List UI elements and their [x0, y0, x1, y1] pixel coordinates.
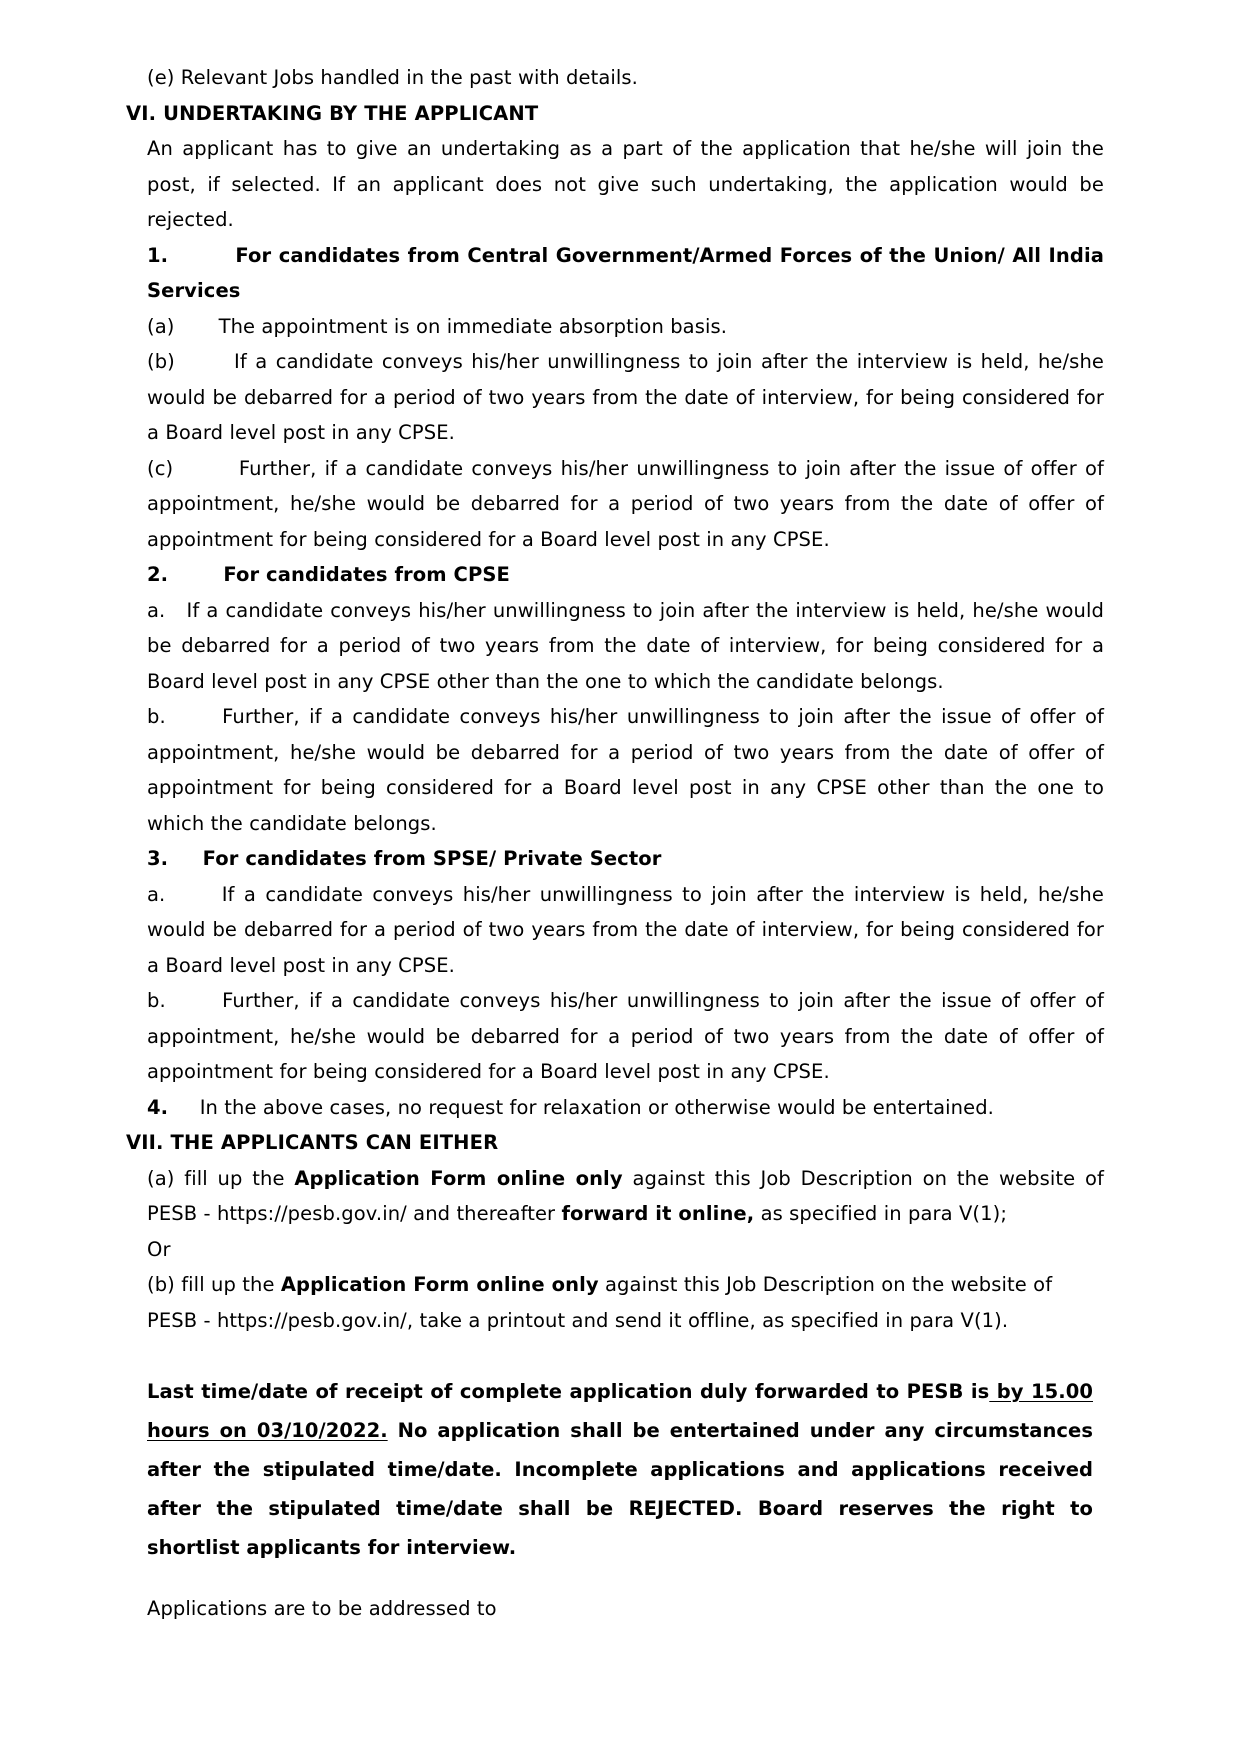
option-a-prefix: (a) fill up the	[147, 1166, 295, 1190]
option-b-suffix: against this Job Description on the website of PESB - https://pesb.gov.in/, take a printout and send it offline, as specified in para V(1).	[147, 1273, 1053, 1332]
undertaking-item-1-heading-text: For candidates from Central Government/Armed Forces of the Union/ All India Services	[147, 243, 1104, 302]
point-label: (c)	[147, 456, 174, 480]
point-label: (a)	[147, 314, 175, 338]
point-text: If a candidate conveys his/her unwillingness to join after the interview is held, he/she would be debarred for a period of two years from the date of interview, for being considered for a Board level post in any CPSE.	[147, 350, 1104, 444]
option-b-paragraph	[147, 1267, 1104, 1338]
point-text: Further, if a candidate conveys his/her unwillingness to join after the issue of offer of appointment, he/she would be debarred for a period of two years from the date of offer of appointment for being considered for a Board level post in any CPSE other than the one to which the candidate belongs.	[147, 705, 1105, 835]
undertaking-item-3-heading-text: For candidates from SPSE/ Private Sector	[202, 847, 662, 870]
point-text: If a candidate conveys his/her unwillingness to join after the interview is held, he/she would be debarred for a period of two years from the date of interview, for being considered for a Board level post in any CPSE other than the one to which the candidate belongs.	[147, 598, 1104, 693]
undertaking-item-4-number: 4.	[147, 1095, 169, 1119]
option-b-bold-application-form: Application Form online only	[280, 1273, 599, 1296]
point-label: a.	[147, 882, 166, 906]
undertaking-item-4	[147, 1090, 1104, 1126]
undertaking-item-1-number: 1.	[147, 243, 169, 267]
undertaking-1-point-b	[147, 344, 1104, 451]
section-vi-intro: An applicant has to give an undertaking as a part of the application that he/she will join the post, if selected. If an applicant does not give such undertaking, the application would be rejected.	[147, 137, 1104, 231]
undertaking-item-3-heading	[147, 841, 1104, 877]
undertaking-item-2-number: 2.	[147, 563, 169, 586]
point-label: (b)	[147, 350, 175, 373]
line-item-e: (e) Relevant Jobs handled in the past with details.	[147, 66, 638, 89]
document-body	[126, 60, 1104, 1627]
point-text: The appointment is on immediate absorption basis.	[218, 314, 728, 338]
undertaking-2-point-a	[147, 593, 1104, 700]
point-label: b.	[147, 989, 166, 1012]
option-a-middle: against this Job Description on the website of PESB - https://pesb.gov.in/ and thereafter	[147, 1166, 1104, 1225]
or-separator: Or	[147, 1237, 171, 1261]
point-label: a.	[147, 598, 166, 622]
undertaking-1-point-a	[147, 309, 1104, 345]
option-a-bold-forward-online: forward it online,	[561, 1202, 755, 1225]
undertaking-item-1-heading	[147, 238, 1104, 309]
deadline-notice-part-2: No application shall be entertained under any circumstances after the stipulated time/date. Incomplete applications and applications received after the stipulated time/date shall be REJECTED. Board reserves the right to shortlist applicants for interview.	[147, 1419, 1093, 1559]
undertaking-3-point-a	[147, 877, 1104, 984]
undertaking-2-point-b	[147, 699, 1104, 841]
deadline-notice-underlined: by 15.00 hours on 03/10/2022.	[147, 1380, 1093, 1442]
point-text: Further, if a candidate conveys his/her unwillingness to join after the issue of offer of appointment, he/she would be debarred for a period of two years from the date of offer of appointment for being considered for a Board level post in any CPSE.	[147, 456, 1105, 551]
point-text: Further, if a candidate conveys his/her unwillingness to join after the issue of offer of appointment, he/she would be debarred for a period of two years from the date of offer of appointment for being considered for a Board level post in any CPSE.	[147, 989, 1105, 1083]
point-text: If a candidate conveys his/her unwillingness to join after the interview is held, he/she would be debarred for a period of two years from the date of interview, for being considered for a Board level post in any CPSE.	[147, 882, 1104, 977]
section-heading-vi: VI. UNDERTAKING BY THE APPLICANT	[126, 101, 539, 125]
vertical-spacer	[126, 1338, 1104, 1372]
closing-address-line: Applications are to be addressed to	[147, 1597, 497, 1620]
undertaking-1-point-c	[147, 451, 1104, 558]
deadline-notice-part-1: Last time/date of receipt of complete application duly forwarded to PESB is	[147, 1380, 990, 1403]
section-heading-vii: VII. THE APPLICANTS CAN EITHER	[126, 1131, 499, 1154]
undertaking-item-4-text: In the above cases, no request for relaxation or otherwise would be entertained.	[199, 1095, 994, 1119]
point-label: b.	[147, 705, 166, 728]
option-a-paragraph	[147, 1161, 1104, 1232]
undertaking-item-2-heading	[147, 557, 1104, 593]
vertical-spacer-2	[126, 1567, 1104, 1591]
undertaking-item-3-number: 3.	[147, 847, 169, 870]
undertaking-item-2-heading-text: For candidates from CPSE	[223, 563, 510, 586]
undertaking-3-point-b	[147, 983, 1104, 1090]
option-a-bold-application-form: Application Form online only	[294, 1166, 623, 1190]
option-a-suffix: as specified in para V(1);	[754, 1202, 1007, 1225]
deadline-notice	[147, 1372, 1093, 1567]
option-b-prefix: (b) fill up the	[147, 1273, 281, 1296]
